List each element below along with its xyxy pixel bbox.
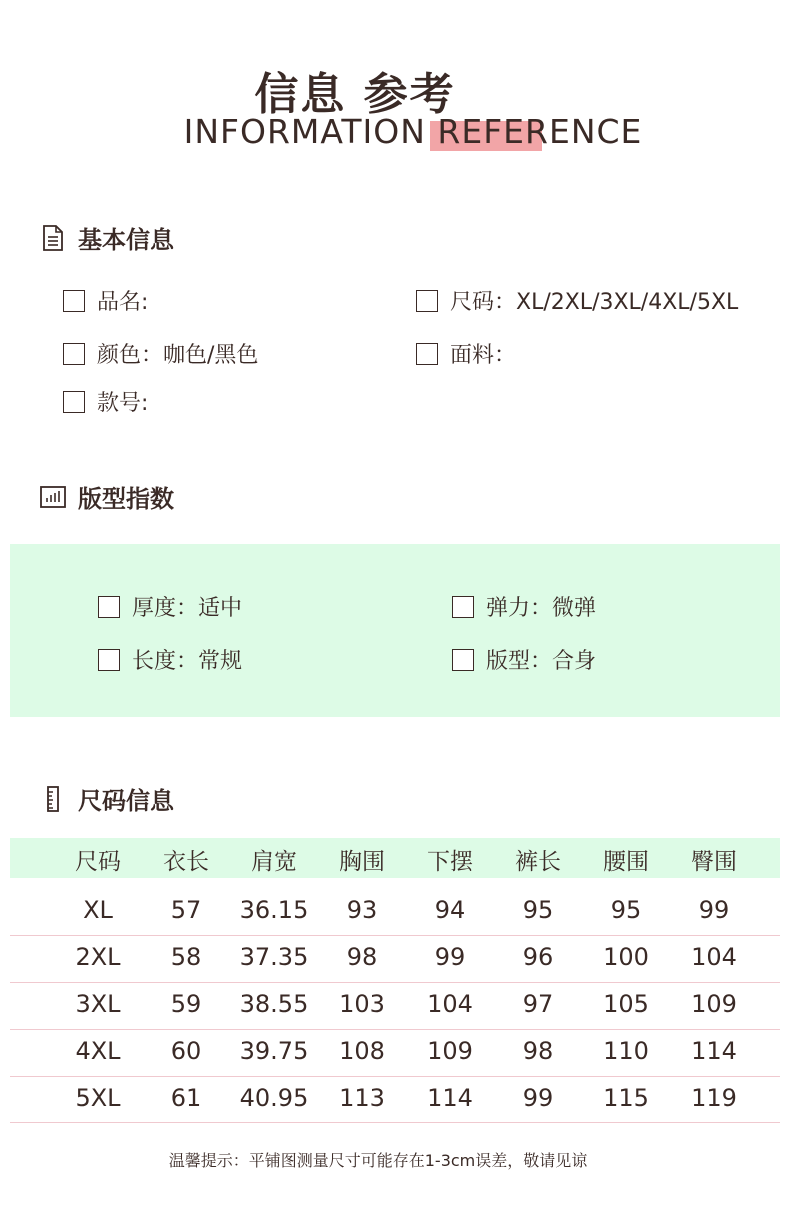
size-table-cell: 119: [691, 1084, 737, 1112]
info-fabric-label: 面料：: [450, 343, 517, 368]
size-table-cell: 40.95: [239, 1084, 309, 1112]
size-table-cell: 98: [522, 1037, 554, 1065]
info-style-no-label: 款号:: [97, 391, 149, 416]
size-table-cell: 96: [522, 943, 554, 971]
size-table-header-cell: 肩宽: [251, 849, 297, 875]
size-table-cell: 109: [691, 990, 737, 1018]
size-table-cell: 95: [522, 896, 554, 924]
size-table-cell: 104: [691, 943, 737, 971]
size-table-cell: 61: [170, 1084, 202, 1112]
size-table-cell: 114: [691, 1037, 737, 1065]
size-table-cell: 36.15: [239, 896, 309, 924]
size-table-header-cell: 胸围: [339, 849, 385, 875]
size-table-cell: 103: [339, 990, 385, 1018]
fit-thickness-label: 厚度：适中: [132, 596, 243, 621]
info-color-label: 颜色：咖色/黑色: [97, 343, 259, 368]
info-name-label: 品名:: [97, 290, 149, 315]
size-table-cell: 115: [603, 1084, 649, 1112]
size-table-cell: 4XL: [75, 1037, 121, 1065]
size-table-cell: 59: [170, 990, 202, 1018]
size-table-cell: 105: [603, 990, 649, 1018]
size-table-cell: 2XL: [75, 943, 121, 971]
size-table-cell: 108: [339, 1037, 385, 1065]
size-table-cell: 99: [698, 896, 730, 924]
size-table-cell: 99: [434, 943, 466, 971]
size-table-cell: 94: [434, 896, 466, 924]
size-table-header-cell: 裤长: [515, 849, 561, 875]
size-table-cell: 3XL: [75, 990, 121, 1018]
size-table-cell: XL: [83, 896, 113, 924]
size-table-cell: 113: [339, 1084, 385, 1112]
size-table-cell: 98: [346, 943, 378, 971]
table-row-divider: [10, 1122, 780, 1123]
table-row-divider: [10, 1029, 780, 1030]
table-row-divider: [10, 1076, 780, 1077]
size-table-cell: 114: [427, 1084, 473, 1112]
size-table-cell: 97: [522, 990, 554, 1018]
size-table-cell: 109: [427, 1037, 473, 1065]
size-table-header-cell: 臀围: [691, 849, 737, 875]
size-table-cell: 95: [610, 896, 642, 924]
table-row-divider: [10, 935, 780, 936]
table-row-divider: [10, 982, 780, 983]
fit-elasticity-label: 弹力：微弹: [486, 596, 597, 621]
footnote: 温馨提示：平铺图测量尺寸可能存在1-3cm误差，敬请见谅: [168, 1151, 588, 1170]
size-table-cell: 58: [170, 943, 202, 971]
fit-length-label: 长度：常规: [132, 649, 243, 674]
section-heading: 基本信息: [78, 226, 174, 254]
size-table-cell: 60: [170, 1037, 202, 1065]
size-table-cell: 37.35: [239, 943, 309, 971]
size-table-cell: 110: [603, 1037, 649, 1065]
size-table-cell: 104: [427, 990, 473, 1018]
section-heading: 尺码信息: [78, 787, 174, 815]
size-table-cell: 39.75: [239, 1037, 309, 1065]
page-subtitle: INFORMATION REFERENCE: [183, 112, 643, 151]
size-table-header-cell: 下摆: [427, 849, 473, 875]
info-size-label: 尺码：XL/2XL/3XL/4XL/5XL: [450, 290, 739, 315]
size-table-cell: 38.55: [239, 990, 309, 1018]
section-heading: 版型指数: [78, 485, 174, 513]
size-table-header-cell: 尺码: [75, 849, 121, 875]
size-table-cell: 100: [603, 943, 649, 971]
size-table-header-cell: 腰围: [603, 849, 649, 875]
size-table-header-cell: 衣长: [163, 849, 209, 875]
size-table-cell: 5XL: [75, 1084, 121, 1112]
size-table-cell: 99: [522, 1084, 554, 1112]
page-title: 信息 参考: [254, 69, 456, 120]
fit-type-label: 版型：合身: [486, 649, 597, 674]
size-table-cell: 57: [170, 896, 202, 924]
size-table-cell: 93: [346, 896, 378, 924]
